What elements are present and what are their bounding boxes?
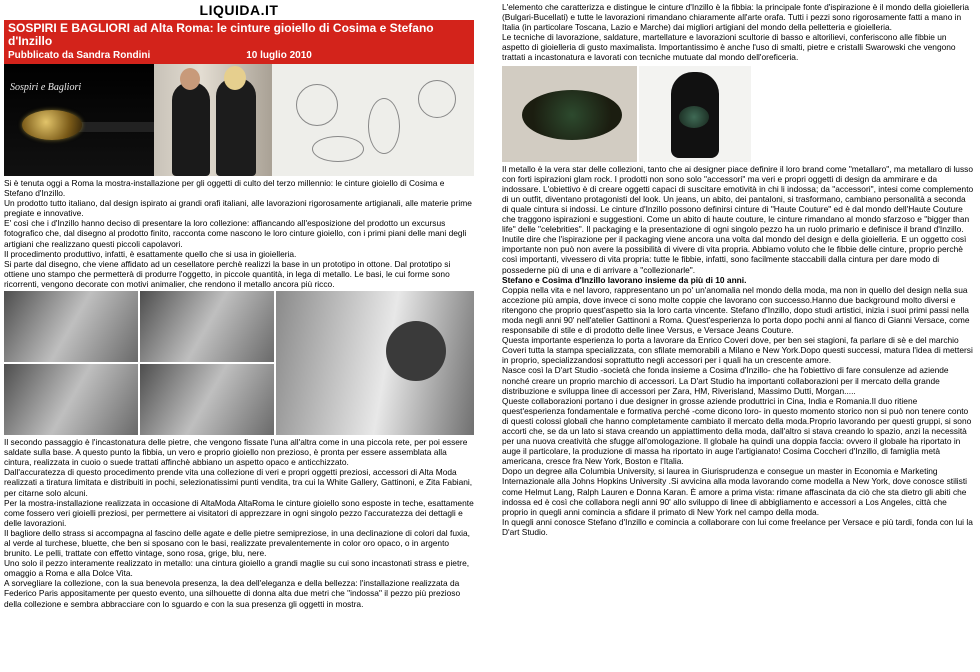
paragraph: Queste collaborazioni portano i due designer in grosse aziende produttrici in Cina, India e Romania.Il duo ritiene quest'esperienza fondamentale e formativa perché -come dicono loro- in questo momento storico non si può non tenere conto di questi colossi globali che hanno completamente cambiato il mercato della moda.Proprio lavorando per questi gruppi, si sono accorti che, se da un lato si stava creando un appiattimento della moda, dall'altro si stava creando lo spazio, anzi la necessità per una nuova creatività che sfugge all'omologazione. Il globale ha quindi una doppia faccia: ovvero il globale ha riportato in auge il particolare, la produzione di massa ha riportato in auge l'artigianato! Cosima Coccheri d'Inzillo, di famiglia metà americana, cresce fra New York, Boston e l'Italia. xyxy=(502,395,972,467)
jeweled-buckle xyxy=(522,90,622,140)
paragraph: Coppia nella vita e nel lavoro, rappresentano un po' un'anomalia nel mondo della moda, ma non in quello del design nella sua accezione più ampia, dove invece ci sono molte coppie che lavorano con successo.Hanno due background molto diversi e ritengono che proprio quest'aspetto sia la loro carta vincente. Stefano d'Inzillo, dopo studi artistici, inizia i suoi primi passi nella moda negli anni 90' nell'atelier Gattinoni a Roma. Quest'esperienza lo porta dopo pochi anni al fianco di Gianni Versace, come responsabile di stile e di prodotto delle linee Versus, e Versace Jeans Couture. xyxy=(502,284,970,336)
section-heading: Stefano e Cosima d'Inzillo lavorano insieme da più di 10 anni. xyxy=(502,274,747,285)
buckle-text xyxy=(502,2,974,63)
polishing-wheel xyxy=(386,321,446,381)
paragraph: Il metallo è la vera star delle collezioni, tanto che ai designer piace definire il loro brand come "metallaro", ma metallaro di lusso con forti ispirazioni glam rock. I prodotti non sono solo "accessori" ma veri e propri oggetti di design da ammirare e da indossare. L'obiettivo è di creare oggetti capaci di suscitare emotività in chi li indossa; da "accessori", intesi come complemento di un outfit, diventano protagonisti del look. Un jeans, un abito, dei pantaloni, si trasformano, cambiano personalità a seconda di quale cintura si indossi. Le cinture d'Inzillo possono definirsi cinture di "Haute Couture" ed è dal mondo dell'Haute Couture che traggono ispirazioni e suggestioni. Come un abito di haute couture, le cinture rimandano al mondo sfarzoso e "bigger than life" delle "celebrities". Il packaging e la presentazione di ogni singolo pezzo ha un ruolo primario e definisce il brand d'Inzillo. Inutile dire che l'ispirazione per il packaging viene ancora una volta dal mondo del design e della gioielleria. E un oggetto così importante non può non avere la possibilità di vivere di vita propria. Abbiamo voluto che le fibbie delle cinture, proprio perchè così importanti, vivessero di vita propria: tutte le fibbie, infatti, sono facilmente staccabili dalla cintura per dare modo di possederne più di una e di arrivare a "collezionarle". xyxy=(502,163,974,275)
belt-shape xyxy=(74,122,154,132)
paragraph: Il secondo passaggio è l'incastonatura delle pietre, che vengono fissate l'una all'altra come in una piccola rete, per poi essere saldate sulla base. A questo punto la fibbia, un vero e proprio gioiello non prezioso, è pronta per essere assemblata alla cintura, realizzata in cuoio o suede trattati affinchè abbiano un aspetto opaco e anticchizzato. xyxy=(4,437,468,468)
header-photos xyxy=(4,64,474,176)
paragraph: Uno solo il pezzo interamente realizzato in metallo: una cintura gioiello a grandi maglie su cui sono incastonati strass e pietre, omaggio a Roma e alla Dolce Vita. xyxy=(4,558,470,579)
paragraph: Dall'accuratezza di questo procedimento prende vita una collezione di veri e propri oggetti preziosi, accessori di Alta Moda realizzati a tiratura limitata e distribuiti in pochi, selezionatissimi punti vendita, tra cui la White Gallery, Gattinoni, e Zita Fabiani, per citarne solo alcuni. xyxy=(4,467,473,498)
workshop-photo xyxy=(276,291,474,435)
sketch-oval xyxy=(368,98,400,154)
byline xyxy=(8,50,470,61)
artisan-photo xyxy=(4,364,138,435)
paragraph: Si è tenuta oggi a Roma la mostra-installazione per gli oggetti di culto del terzo millennio: le cinture gioiello di Cosima e Stefano d'Inzillo. xyxy=(4,178,445,199)
bag-photo xyxy=(4,64,154,176)
paragraph: Questa importante esperienza lo porta a lavorare da Enrico Coveri dove, per ben sei stagioni, fa parlare di sè e del marchio Coveri tutta la stampa specializzata, con sfilate memorabili a Milano e New York.Dopo questi successi, matura l'idea di mettersi in proprio, specializzandosi soprattutto negli accessori per i quali ha un crescente amore. xyxy=(502,335,973,366)
paragraph: Le tecniche di lavorazione, saldature, martellature e lavorazioni scultorie di basso e altorilievi, conferiscono alle fibbie un aspetto di gioielleria di gusto maximalista. Importantissimo è anche l'uso di smalti, pietre e cristalli Swarowski che vengono trattati a incastonatura e lavorati con tecniche mutuate dal mondo dell'oreficeria. xyxy=(502,32,956,63)
paragraph: Si parte dal disegno, che viene affidato ad un cesellatore perchè realizzi la base in un prototipo in ottone. Dal prototipo si ottiene uno stampo che permetterà di produrre l'oggetto, in piccole quantità, in lega di metallo. Le basi, le cui forme sono ricorrenti, vengono decorate con motivi animalier, che rendono il metallo ancora più ricco. xyxy=(4,258,451,289)
paragraph: In quegli anni conosce Stefano d'Inzillo e comincia a collaborare con lui come freelance per Versace e più tardi, fonda con lui la D'art Studio. xyxy=(502,516,973,537)
designers-text xyxy=(502,164,974,537)
sketch-circle xyxy=(418,80,456,118)
paragraph: A sorvegliare la collezione, con la sua benevola presenza, la dea dell'eleganza e della bellezza: l'installazione realizzata da Federico Paris appositamente per questo evento, una silhouette di donna alta due metri che "indossa" il pezzo più prezioso della collezione e sembra abbracciare con lo sguardo e con la sua presenza gli oggetti in mostra. xyxy=(4,578,461,609)
paragraph: Nasce così la D'art Studio -società che fonda insieme a Cosima d'Inzillo- che ha l'obiettivo di fare consulenze ad aziende nonché creare un proprio marchio di accessori. La D'art Studio ha importanti collaborazioni per il mercato della grande distribuzione e sviluppa linee di accessori per Zara, HM, Riverisland, Massimo Dutti, Morgan..... xyxy=(502,365,949,396)
process-text xyxy=(4,437,474,609)
article-header xyxy=(4,20,474,64)
bag-caption: Sospiri e Bagliori xyxy=(10,82,82,93)
designers-photo xyxy=(154,64,272,176)
publish-date: 10 luglio 2010 xyxy=(246,50,312,61)
paragraph: Dopo un degree alla Columbia University, si laurea in Giurisprudenza e consegue un master in Economia e Marketing Internazionale alla Johns Hopkins University .Si avvicina alla moda lavorando come modella a New York, dove conosce stilisti come Helmut Lang, Ralph Lauren e Donna Karan. È amore a prima vista: rimane affascinata da ciò che sta dietro gli abiti che indossa ed è così che collabora negli anni 90' allo sviluppo di linee di abbigliamento e accessori a Los Angeles, città che proprio in quegli anni comincia a sfidare il primato di New York nel campo della moda. xyxy=(502,466,968,517)
buckle-shape xyxy=(22,110,82,140)
person-1 xyxy=(172,82,210,176)
article-headline[interactable]: SOSPIRI E BAGLIORI ad Alta Roma: le cinture gioiello di Cosima e Stefano d'Inzillo xyxy=(8,21,434,48)
person-2-head xyxy=(224,66,246,90)
artisan-photo xyxy=(140,364,274,435)
paragraph: Un prodotto tutto italiano, dal design ispirato ai grandi orafi italiani, alle lavorazioni rigorosamente artigianali, alle materie prime pregiate e innovative. xyxy=(4,198,472,219)
paragraph: Il procedimento produttivo, infatti, è esattamente quello che si usa in gioielleria. xyxy=(4,248,297,259)
paragraph: Per la mostra-installazione realizzata in occasione di AltaModa AltaRoma le cinture gioiello sono esposte in teche, esattamente come fossero veri gioielli preziosi, per permettere ai visitatori di apprezzare in ogni singolo pezzo l'accuratezza dei dettagli e delle lavorazioni. xyxy=(4,497,474,528)
author[interactable]: Pubblicato da Sandra Rondini xyxy=(8,50,151,61)
person-1-head xyxy=(180,68,200,90)
site-title[interactable]: LIQUIDA.IT xyxy=(199,2,279,18)
silhouette-photo xyxy=(639,66,751,162)
artisan-photo xyxy=(4,291,138,362)
artisan-photo-grid xyxy=(4,291,274,435)
left-column xyxy=(4,0,474,609)
sketch-oval xyxy=(312,136,364,162)
artisan-photos xyxy=(4,291,474,435)
paragraph: Il bagliore dello strass si accompagna al fascino delle agate e delle pietre semipreziose, in una declinazione di colori dal fuxia, al verde al turchese, bluette, che ben si sposano con le basi, realizzate prevalentemente in color oro opaco, o in argento brunito. Le pelli, trattate con effetto vintage, sono rosa, grige, blu, nere. xyxy=(4,527,471,559)
sketch-circle xyxy=(296,84,338,126)
product-photos xyxy=(502,66,974,162)
paragraph: L'elemento che caratterizza e distingue le cinture d'Inzillo è la fibbia: la principale fonte d'ispirazione è il mondo della gioielleria (Bulgari-Bucellati) e tutte le lavorazioni rimandano chiaramente all'arte orafa. Tutti i pezzi sono rigorosamente fatti a mano in Italia (in particolare Toscana, Lazio e Marche) dai migliori artigiani del mondo della pelletteria e gioielleria. xyxy=(502,2,970,33)
belt-photo xyxy=(502,66,637,162)
intro-text xyxy=(4,178,474,289)
right-column xyxy=(502,0,974,537)
sketch-photo xyxy=(272,64,474,176)
artisan-photo xyxy=(140,291,274,362)
person-2 xyxy=(216,78,256,176)
silhouette-buckle xyxy=(679,106,709,128)
paragraph: E' così che i d'Inzillo hanno deciso di presentare la loro collezione: affiancando all'esposizione del prodotto un excursus fotografico che, dal disegno al prodotto finito, racconta come nascono le loro cinture gioiello, con i primi piani delle mani degli artigiani che realizzano questi piccoli capolavori. xyxy=(4,218,467,249)
